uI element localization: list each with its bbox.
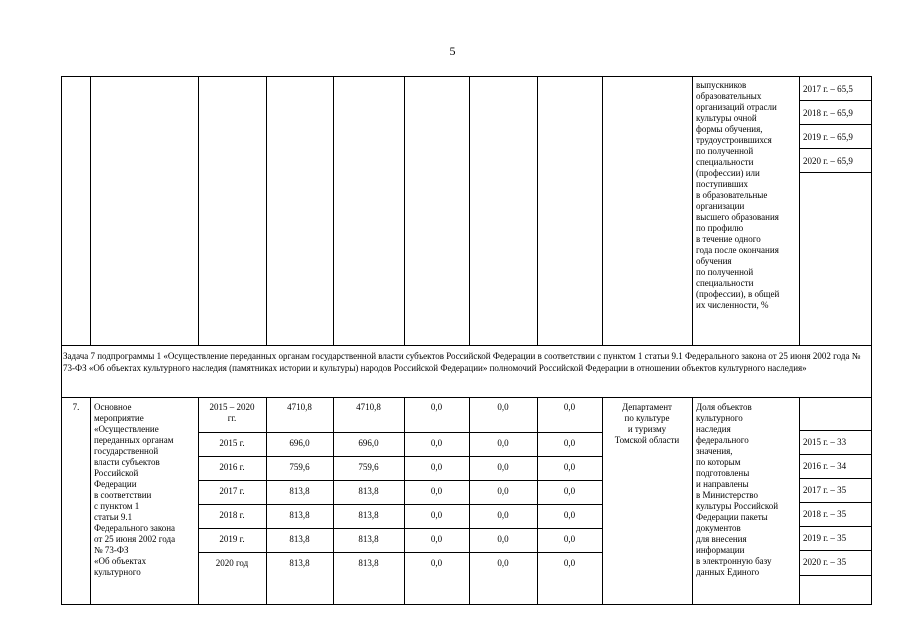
period-cell: 2018 г.	[219, 510, 245, 520]
measure-name: Основное мероприятие «Осуществление переданных органам государственной власти субъектов Российской Федерации в соответствии с пунктом 1 статьи 9.1 Федерального закона от 25 июня 2002 года № 73-ФЗ «Об объектах культурного	[94, 402, 176, 577]
federal-cell: 813,8	[358, 510, 379, 520]
value-cell: 2017 г. – 65,5	[803, 84, 853, 94]
value-cell: 2018 г. – 35	[803, 509, 847, 519]
period-cell: 2020 год	[215, 558, 249, 568]
federal-cell: 759,6	[358, 462, 379, 472]
budget-cell: 0,0	[430, 558, 443, 568]
budget-cell: 0,0	[430, 402, 443, 412]
total-cell: 813,8	[289, 558, 310, 568]
budget-cell: 0,0	[497, 558, 509, 568]
budget-cell: 0,0	[563, 438, 576, 448]
period-cell: 2016 г.	[219, 462, 245, 472]
total-cell: 759,6	[289, 462, 310, 472]
budget-cell: 0,0	[430, 438, 443, 448]
value-cell: 2019 г. – 35	[803, 533, 847, 543]
page-number: 5	[449, 44, 456, 58]
budget-cell: 0,0	[497, 462, 509, 472]
period-cell: 2017 г.	[219, 486, 245, 496]
executor: Департамент по культуре и туризму Томской области	[614, 402, 680, 445]
value-cell: 2020 г. – 35	[803, 557, 847, 567]
total-cell: 813,8	[289, 486, 310, 496]
value-cell: 2017 г. – 35	[803, 485, 847, 495]
federal-cell: 813,8	[358, 558, 379, 568]
indicator-text-top: выпускников образовательных организаций отрасли культуры очной формы обучения, трудоустроившихся по полученной специальности (профессии) или поступивших в образовательные организации высшего образования по профилю в течение одного года после окончания обучения по полученной специальности (профессии), в общей их численности, %	[696, 80, 780, 310]
federal-cell: 4710,8	[356, 402, 381, 412]
budget-cell: 0,0	[563, 558, 576, 568]
budget-cell: 0,0	[497, 438, 509, 448]
budget-cell: 0,0	[563, 486, 576, 496]
federal-cell: 813,8	[358, 534, 379, 544]
task-heading: Задача 7 подпрограммы 1 «Осуществление переданных органам государственной власти субъектов Российской Федерации в соответствии с пунктом 1 статьи 9.1 Федерального закона от 25 июня 2002 года № 73-ФЗ «Об объектах культурного наследия (памятниках истории и культуры) народов Российской Федерации» полномочий Российской Федерации в отношении объектов культурного наследия»	[63, 351, 861, 373]
value-cell: 2019 г. – 65,9	[803, 132, 853, 142]
value-cell: 2016 г. – 34	[803, 461, 847, 471]
budget-cell: 0,0	[563, 402, 576, 412]
period-cell: 2019 г.	[219, 534, 245, 544]
row-number: 7.	[72, 402, 80, 412]
total-cell: 696,0	[289, 438, 310, 448]
value-cell: 2015 г. – 33	[803, 437, 847, 447]
budget-cell: 0,0	[563, 534, 576, 544]
federal-cell: 813,8	[358, 486, 379, 496]
federal-cell: 696,0	[358, 438, 379, 448]
budget-cell: 0,0	[430, 486, 443, 496]
period-cell: 2015 – 2020 гг.	[209, 402, 255, 423]
budget-cell: 0,0	[563, 462, 576, 472]
budget-cell: 0,0	[430, 462, 443, 472]
total-cell: 813,8	[289, 534, 310, 544]
total-cell: 813,8	[289, 510, 310, 520]
budget-cell: 0,0	[497, 486, 509, 496]
period-cell: 2015 г.	[219, 438, 245, 448]
budget-cell: 0,0	[430, 510, 443, 520]
total-cell: 4710,8	[287, 402, 312, 412]
value-cell: 2018 г. – 65,9	[803, 108, 853, 118]
budget-cell: 0,0	[497, 534, 509, 544]
budget-cell: 0,0	[430, 534, 443, 544]
budget-cell: 0,0	[563, 510, 576, 520]
indicator-text: Доля объектов культурного наследия федерального значения, по которым подготовлены и направлены в Министерство культуры Российской Федерации пакеты документов для внесения информации в электронную базу данных Единого	[696, 402, 779, 577]
value-cell: 2020 г. – 65,9	[803, 156, 853, 166]
budget-cell: 0,0	[497, 510, 509, 520]
budget-cell: 0,0	[497, 402, 509, 412]
